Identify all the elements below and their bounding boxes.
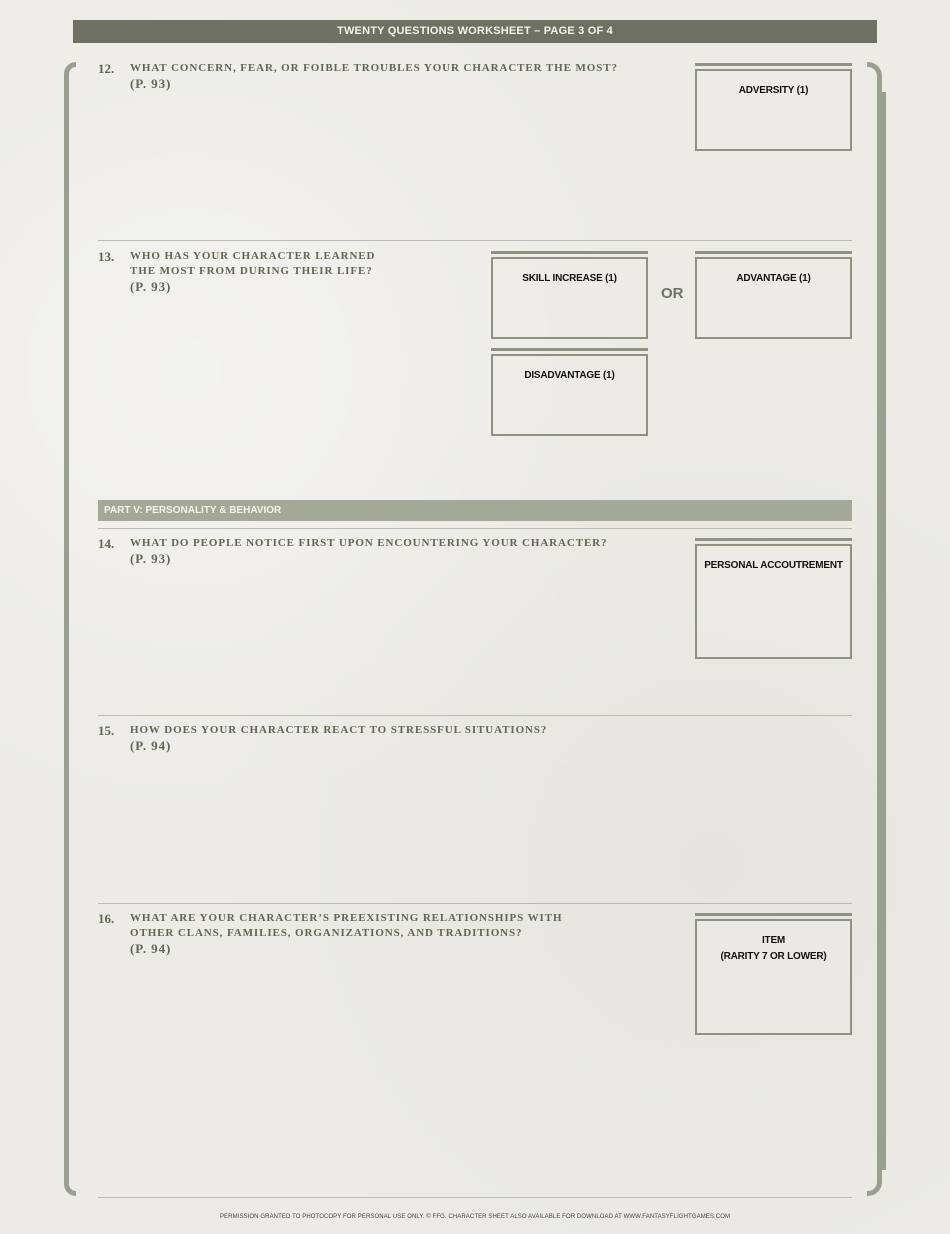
separator-section <box>98 528 852 529</box>
question-16-line-2: OTHER CLANS, FAMILIES, ORGANIZATIONS, AND TRADITIONS? <box>130 927 523 939</box>
question-14-text <box>130 536 690 566</box>
adversity-box-topline <box>695 63 852 66</box>
skill-increase-box-field[interactable] <box>491 257 648 339</box>
question-13-text <box>130 249 480 294</box>
disadvantage-box[interactable] <box>491 348 648 436</box>
item-box[interactable] <box>695 913 852 1035</box>
separator-14-15 <box>98 715 852 716</box>
skill-increase-box-topline <box>491 251 648 254</box>
separator-12-13 <box>98 240 852 241</box>
question-16-text <box>130 911 610 956</box>
question-16-line-1: WHAT ARE YOUR CHARACTER’S PREEXISTING RELATIONSHIPS WITH <box>130 912 563 924</box>
or-label: OR <box>661 285 684 302</box>
advantage-box-field[interactable] <box>695 257 852 339</box>
adversity-box-field[interactable] <box>695 69 852 151</box>
item-box-topline <box>695 913 852 916</box>
separator-bottom <box>98 1197 852 1198</box>
worksheet-header: TWENTY QUESTIONS WORKSHEET – PAGE 3 OF 4 <box>73 20 877 43</box>
frame-right-bracket <box>867 62 882 1196</box>
question-15-number: 15. <box>98 723 115 738</box>
advantage-box[interactable] <box>695 251 852 339</box>
question-16-number: 16. <box>98 911 115 926</box>
disadvantage-box-topline <box>491 348 648 351</box>
adversity-box-label: ADVERSITY (1) <box>738 85 809 96</box>
separator-15-16 <box>98 903 852 904</box>
item-box-label <box>697 933 850 965</box>
question-14-number: 14. <box>98 536 115 551</box>
disadvantage-box-label: DISADVANTAGE (1) <box>524 370 615 381</box>
item-box-field[interactable] <box>695 919 852 1035</box>
item-box-label-line-1: ITEM <box>761 935 786 946</box>
frame-left-rule <box>64 92 68 1170</box>
personal-accoutrement-box-label: PERSONAL ACCOUTREMENT <box>704 560 843 571</box>
question-14-page-ref: (P. 93) <box>130 551 172 566</box>
footer-permission-text: PERMISSION GRANTED TO PHOTOCOPY FOR PERSONAL USE ONLY. © FFG. CHARACTER SHEET ALSO AVAILABLE FOR DOWNLOAD AT WWW.FANTASYFLIGHTGAMES.COM <box>219 1214 731 1220</box>
question-16-page-ref: (P. 94) <box>130 941 172 956</box>
question-13-line-2: THE MOST FROM DURING THEIR LIFE? <box>130 265 373 277</box>
personal-accoutrement-box-field[interactable] <box>695 544 852 659</box>
advantage-box-label: ADVANTAGE (1) <box>736 273 811 284</box>
frame-right-rule <box>882 92 886 1170</box>
question-14-line-1: WHAT DO PEOPLE NOTICE FIRST UPON ENCOUNTERING YOUR CHARACTER? <box>130 537 608 549</box>
item-box-label-line-2: (RARITY 7 OR LOWER) <box>720 951 827 962</box>
adversity-box[interactable] <box>695 63 852 151</box>
question-15-line-1: HOW DOES YOUR CHARACTER REACT TO STRESSFUL SITUATIONS? <box>130 724 548 736</box>
personal-accoutrement-box[interactable] <box>695 538 852 659</box>
question-13-line-1: WHO HAS YOUR CHARACTER LEARNED <box>130 250 376 262</box>
question-12-line-1: WHAT CONCERN, FEAR, OR FOIBLE TROUBLES YOUR CHARACTER THE MOST? <box>130 62 618 74</box>
section-header-part-v: PART V: PERSONALITY & BEHAVIOR <box>98 500 852 521</box>
disadvantage-box-field[interactable] <box>491 354 648 436</box>
skill-increase-box-label: SKILL INCREASE (1) <box>522 273 617 284</box>
question-15-page-ref: (P. 94) <box>130 738 172 753</box>
question-13-page-ref: (P. 93) <box>130 279 172 294</box>
question-13-number: 13. <box>98 249 115 264</box>
personal-accoutrement-box-topline <box>695 538 852 541</box>
question-15-text <box>130 723 690 753</box>
question-12-page-ref: (P. 93) <box>130 76 172 91</box>
skill-increase-box[interactable] <box>491 251 648 339</box>
question-12-number: 12. <box>98 61 115 76</box>
question-12-text <box>130 61 690 91</box>
advantage-box-topline <box>695 251 852 254</box>
